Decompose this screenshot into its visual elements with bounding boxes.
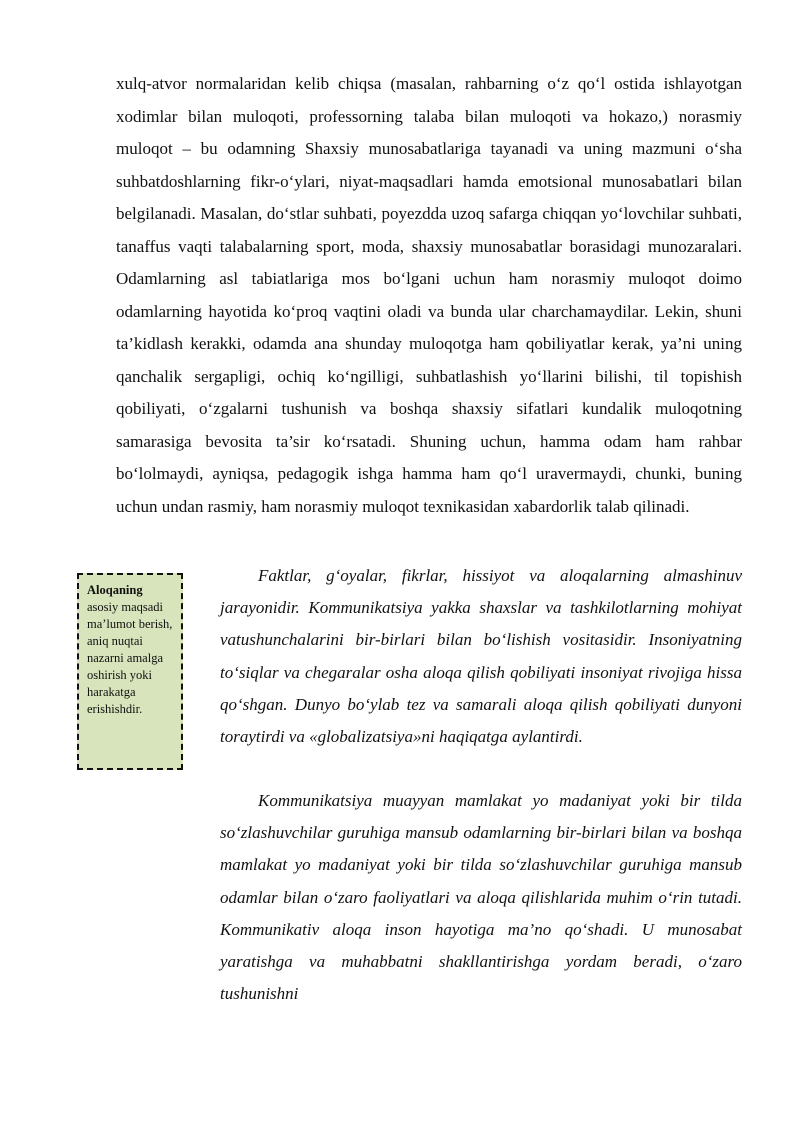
paragraph-body-2: Faktlar, g‘oyalar, fikrlar, hissiyot va aloqalarning almashinuv jarayonidir. Kommunikatsiya yakka shaxslar va tashkilotlarning mohiyat vatushunchalarini bir-birlari bilan bo‘lishish vositasidir. Insoniyatning to‘siqlar va chegaralar osha aloqa qilish qobiliyati insoniyat rivojiga hissa qo‘shgan. Dunyo bo‘ylab tez va samarali aloqa qilish qobiliyati dunyoni toraytirdi va «globalizatsiya»ni haqiqatga aylantirdi. (220, 566, 742, 747)
sidebar-note-box (77, 573, 183, 770)
paragraph-body-3: Kommunikatsiya muayyan mamlakat yo madaniyat yoki bir tilda so‘zlashuvchilar guruhiga mansub odamlarning bir-birlari bilan va boshqa mamlakat yo madaniyat yoki bir tilda so‘zlashuvchilar guruhiga mansub odamlar bilan o‘zaro faoliyatlari va aloqa qilishlarida muhim o‘rin tutadi. Kommunikativ aloqa inson hayotiga ma’no qo‘shadi. U munosabat yaratishga va muhabbatni shakllantirishga yordam beradi, o‘zaro tushunishni (220, 791, 742, 1004)
paragraph-body-1: xulq-atvor normalaridan kelib chiqsa (masalan, rahbarning o‘z qo‘l ostida ishlayotgan xodimlar bilan muloqoti, professorning talaba bilan muloqoti va hokazo,) norasmiy muloqot – bu odamning Shaxsiy munosabatlariga tayanadi va uning mazmuni o‘sha suhbatdoshlarning fikr-o‘ylari, niyat-maqsadlari hamda emotsional munosabatlari bilan belgilanadi. Masalan, do‘stlar suhbati, poyezdda uzoq safarga chiqqan yo‘lovchilar suhbati, tanaffus vaqti talabalarning sport, moda, shaxsiy munosabatlar borasidagi munozaralari. Odamlarning asl tabiatlariga mos bo‘lgani uchun ham norasmiy muloqot doimo odamlarning hayotida ko‘proq vaqtini oladi va bunda ular charchamaydilar. Lekin, shuni ta’kidlash kerakki, odamda ana shunday muloqotga ham qobiliyatlar kerak, ya’ni uning qanchalik sergapligi, ochiq ko‘ngilligi, suhbatlashish yo‘llarini bilishi, til topishish qobiliyati, o‘zgalarni tushunish va boshqa shaxsiy sifatlari kundalik muloqotning samarasiga bevosita ta’sir ko‘rsatadi. Shuning uchun, hamma odam ham rahbar bo‘lolmaydi, ayniqsa, pedagogik ishga hamma ham qo‘l uravermaydi, chunki, buning uchun undan rasmiy, ham norasmiy muloqot texnikasidan xabardorlik talab qilinadi. (116, 74, 742, 516)
sidebar-note-text: asosiy maqsadi ma’lumot berish, aniq nuqtai nazarni amalga oshirish yoki harakatga erishishdir. (87, 600, 173, 716)
sidebar-note-title: Aloqaning (87, 583, 143, 597)
